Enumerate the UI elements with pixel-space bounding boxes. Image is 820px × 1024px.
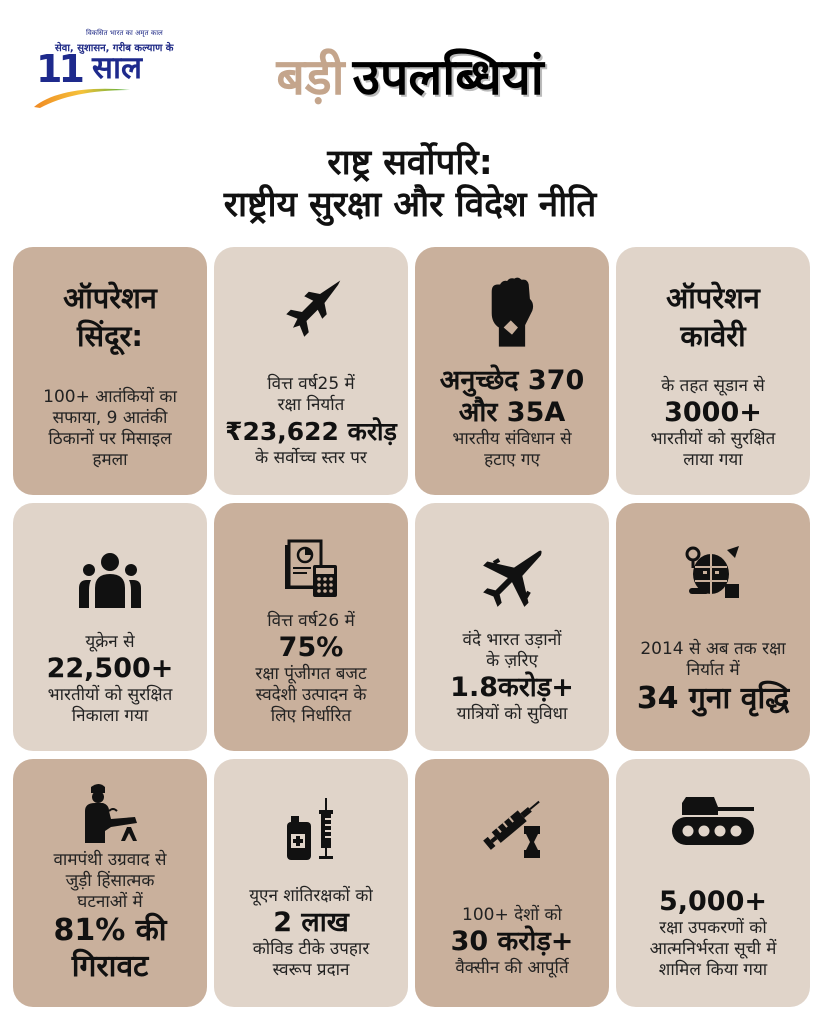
heading-line: ऑपरेशन bbox=[63, 281, 157, 315]
raised-fist-icon bbox=[482, 267, 542, 357]
highlight-value: 22,500+ bbox=[46, 653, 174, 684]
highlight-value: 34 गुना वृद्धि bbox=[636, 681, 790, 716]
text-line: लिए निर्धारित bbox=[270, 706, 352, 726]
card-heading bbox=[63, 279, 157, 355]
highlight-value: अनुच्छेद 370 bbox=[439, 365, 585, 396]
card-operation-kaveri bbox=[616, 247, 810, 495]
highlight-value: 5,000+ bbox=[658, 886, 767, 917]
logo-number: 11 bbox=[36, 47, 81, 91]
text-line: कोविड टीके उपहार bbox=[252, 939, 370, 959]
text-line: रक्षा उपकरणों को bbox=[659, 918, 767, 938]
card-self-reliance-list bbox=[616, 759, 810, 1007]
airplane-icon bbox=[479, 535, 545, 625]
text-line: 100+ देशों को bbox=[462, 905, 562, 925]
global-export-icon bbox=[683, 529, 743, 619]
card-defence-budget bbox=[214, 503, 408, 751]
card-text bbox=[650, 886, 777, 981]
medicine-bottle-syringe-icon bbox=[281, 785, 341, 875]
fighter-jet-icon bbox=[275, 267, 347, 357]
text-line: भारतीय संविधान से bbox=[452, 429, 572, 449]
highlight-value: 30 करोड़+ bbox=[450, 926, 574, 957]
text-line: वैक्सीन की आपूर्ति bbox=[455, 958, 569, 978]
achievements-grid bbox=[13, 247, 808, 1007]
card-vaccine-supply bbox=[415, 759, 609, 1007]
text-line: रक्षा पूंजीगत बजट bbox=[255, 664, 367, 684]
card-text bbox=[651, 376, 776, 471]
text-line: शामिल किया गया bbox=[658, 960, 768, 980]
text-line: भारतीयों को सुरक्षित bbox=[47, 685, 173, 705]
text-line: के सर्वोच्च स्तर पर bbox=[255, 448, 367, 468]
logo-word: साल bbox=[92, 50, 143, 86]
card-left-wing-extremism bbox=[13, 759, 207, 1007]
text-line: यूक्रेन से bbox=[85, 632, 135, 652]
text-line: स्वदेशी उत्पादन के bbox=[255, 685, 367, 705]
text-line: 2014 से अब तक रक्षा bbox=[640, 639, 786, 659]
text-line: सफाया, 9 आतंकी bbox=[52, 408, 168, 428]
card-text bbox=[450, 630, 574, 725]
card-text bbox=[451, 905, 574, 979]
title-part1: बड़ी bbox=[276, 48, 345, 106]
card-heading bbox=[666, 279, 760, 355]
text-line: आत्मनिर्भरता सूची में bbox=[649, 939, 777, 959]
heading-line: ऑपरेशन bbox=[666, 281, 760, 315]
text-line: निकाला गया bbox=[71, 706, 149, 726]
highlight-value: ₹23,622 करोड़ bbox=[225, 417, 397, 446]
highlight-value: और 35A bbox=[458, 397, 566, 428]
text-line: निर्यात में bbox=[686, 660, 740, 680]
card-un-peacekeepers bbox=[214, 759, 408, 1007]
card-article-370 bbox=[415, 247, 609, 495]
card-text bbox=[637, 639, 789, 717]
vaccine-syringe-vial-icon bbox=[474, 781, 550, 871]
text-line: यात्रियों को सुविधा bbox=[456, 704, 568, 724]
text-line: ठिकानों पर मिसाइल bbox=[48, 429, 172, 449]
highlight-value: 75% bbox=[278, 632, 344, 663]
text-line: यूएन शांतिरक्षकों को bbox=[249, 886, 373, 906]
logo-tagline: सेवा, सुशासन, गरीब कल्याण के bbox=[55, 43, 174, 54]
text-line: 100+ आतंकियों का bbox=[43, 387, 177, 407]
highlight-value: 1.8करोड़+ bbox=[450, 672, 574, 703]
tank-icon bbox=[670, 775, 756, 865]
text-line: वित्त वर्ष26 में bbox=[267, 611, 355, 631]
card-vande-bharat-flights bbox=[415, 503, 609, 751]
card-text bbox=[255, 611, 366, 727]
card-operation-sindoor bbox=[13, 247, 207, 495]
highlight-value: 3000+ bbox=[664, 397, 762, 428]
page-subtitle bbox=[0, 142, 820, 226]
text-line: रक्षा निर्यात bbox=[277, 395, 345, 415]
card-text bbox=[53, 850, 166, 985]
people-group-icon bbox=[77, 535, 143, 625]
text-line: स्वरूप प्रदान bbox=[272, 960, 350, 980]
budget-report-calculator-icon bbox=[283, 527, 339, 611]
text-line: भारतीयों को सुरक्षित bbox=[650, 429, 776, 449]
logo-tagline-top: विकसित भारत का अमृत काल bbox=[86, 29, 163, 37]
text-line: घटनाओं में bbox=[77, 892, 143, 912]
highlight-value: 2 लाख bbox=[273, 907, 349, 938]
heading-line: सिंदूर: bbox=[77, 319, 143, 353]
card-text bbox=[47, 632, 174, 727]
subtitle-line1: राष्ट्र सर्वोपरि: bbox=[327, 143, 493, 183]
text-line: वंदे भारत उड़ानों bbox=[462, 630, 562, 650]
text-line: वित्त वर्ष25 में bbox=[267, 374, 355, 394]
card-text bbox=[440, 365, 585, 471]
card-text bbox=[249, 886, 373, 981]
text-line: वामपंथी उग्रवाद से bbox=[53, 850, 167, 870]
title-part2: उपलब्धियां bbox=[352, 48, 544, 106]
card-text bbox=[43, 387, 177, 471]
card-ukraine-evacuation bbox=[13, 503, 207, 751]
text-line: जुड़ी हिंसात्मक bbox=[65, 871, 155, 891]
text-line: लाया गया bbox=[683, 450, 743, 470]
highlight-value: 81% की bbox=[53, 913, 167, 948]
card-text bbox=[225, 374, 397, 469]
card-export-growth bbox=[616, 503, 810, 751]
soldier-with-rifle-icon bbox=[77, 777, 143, 850]
highlight-value: गिरावट bbox=[71, 949, 149, 984]
subtitle-line2: राष्ट्रीय सुरक्षा और विदेश नीति bbox=[223, 185, 597, 225]
heading-line: कावेरी bbox=[680, 319, 746, 353]
text-line: के तहत सूडान से bbox=[661, 376, 765, 396]
text-line: हमला bbox=[92, 450, 128, 470]
card-defence-exports bbox=[214, 247, 408, 495]
text-line: हटाए गए bbox=[484, 450, 540, 470]
text-line: के ज़रिए bbox=[486, 651, 538, 671]
